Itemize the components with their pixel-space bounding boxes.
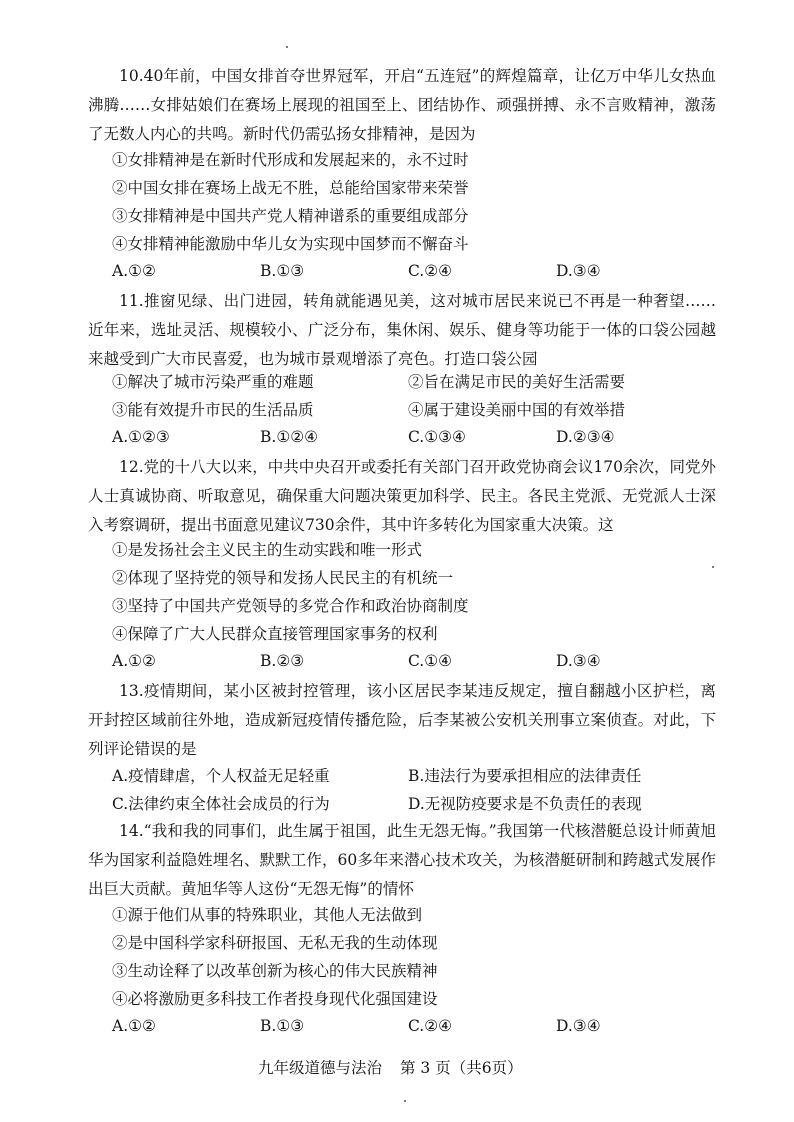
question-11-statement-1: ①解决了城市污染严重的难题 [112,373,314,391]
question-12-statement-4: ④保障了广大人民群众直接管理国家事务的权利 [112,625,438,643]
footer-page-number: 第 3 页（共6页） [400,1059,523,1077]
question-11-choices [112,428,672,448]
page-footer [0,1056,794,1078]
choice-d: D.③④ [556,652,601,670]
question-11-statement-2: ②旨在满足市民的美好生活需要 [408,373,626,391]
question-11-statement-4: ④属于建设美丽中国的有效举措 [408,401,626,419]
choice-b: B.②③ [260,652,305,670]
question-14-statement-4: ④必将激励更多科技工作者投身现代化强国建设 [112,990,438,1008]
question-10-statement-3: ③女排精神是中国共产党人精神谱系的重要组成部分 [112,207,469,225]
choice-c: C.①④ [408,652,453,670]
question-11-stem: 11.推窗见绿、出门进园，转角就能遇见美，这对城市居民来说已不再是一种奢望……近年来，选址灵活、规模较小、广泛分布，集休闲、娱乐、健身等功能于一体的口袋公园越来越受到广大市民喜爱，也为城市景观增添了亮色。打造口袋公园 [88,292,716,368]
choice-b: B.①③ [260,262,305,280]
choice-b: B.违法行为要承担相应的法律责任 [408,767,642,785]
question-14-statement-2: ②是中国科学家科研报国、无私无我的生动体现 [112,934,438,952]
question-12-stem: 12.党的十八大以来，中共中央召开或委托有关部门召开政党协商会议170余次，同党外人士真诚协商、听取意见，确保重大问题决策更加科学、民主。各民主党派、无党派人士深入考察调研，提出书面意见建议730余件，其中许多转化为国家重大决策。这 [88,458,716,534]
question-12-choices [112,652,672,672]
choice-d: D.②③④ [556,428,615,446]
choice-c: C.①③④ [408,428,466,446]
question-12-statement-3: ③坚持了中国共产党领导的多党合作和政治协商制度 [112,597,469,615]
question-14-statement-3: ③生动诠释了以改革创新为核心的伟大民族精神 [112,962,438,980]
choice-a: A.①② [112,262,156,280]
choice-c: C.②④ [408,262,453,280]
question-10-choices [112,262,672,282]
question-14-stem: 14.“我和我的同事们，此生属于祖国，此生无怨无悔。”我国第一代核潜艇总设计师黄旭华为国家利益隐姓埋名、默默工作，60多年来潜心技术攻关，为核潜艇研制和跨越式发展作出巨大贡献。黄旭华等人这份“无怨无悔”的情怀 [88,822,716,898]
choice-c: C.②④ [408,1017,453,1035]
scan-speck [404,1100,406,1102]
question-11-statement-3: ③能有效提升市民的生活品质 [112,401,314,419]
choice-b: B.①③ [260,1017,305,1035]
question-14-choices [112,1017,672,1037]
choice-d: D.③④ [556,1017,601,1035]
choice-a: A.①②③ [112,428,170,446]
choice-d: D.③④ [556,262,601,280]
scan-speck [286,46,288,48]
scan-speck [712,566,714,568]
choice-a: A.①② [112,652,156,670]
choice-a: A.①② [112,1017,156,1035]
question-10-statement-2: ②中国女排在赛场上战无不胜，总能给国家带来荣誉 [112,179,469,197]
question-12-statement-1: ①是发扬社会主义民主的生动实践和唯一形式 [112,541,423,559]
question-12-statement-2: ②体现了坚持党的领导和发扬人民民主的有机统一 [112,569,454,587]
question-13-choices-row-2 [112,792,672,812]
choice-d: D.无视防疫要求是不负责任的表现 [408,795,642,813]
question-13-choices-row-1 [112,764,672,784]
choice-a: A.疫情肆虐，个人权益无足轻重 [112,767,330,785]
choice-b: B.①②④ [260,428,319,446]
question-10-stem: 10.40年前，中国女排首夺世界冠军，开启“五连冠”的辉煌篇章，让亿万中华儿女热血沸腾……女排姑娘们在赛场上展现的祖国至上、团结协作、顽强拼搏、永不言败精神，激荡了无数人内心的共鸣。新时代仍需弘扬女排精神，是因为 [88,67,716,143]
question-14-statement-1: ①源于他们从事的特殊职业，其他人无法做到 [112,906,423,924]
question-10-statement-4: ④女排精神能激励中华儿女为实现中国梦而不懈奋斗 [112,235,469,253]
question-13-stem: 13.疫情期间，某小区被封控管理，该小区居民李某违反规定，擅自翻越小区护栏，离开封控区域前往外地，造成新冠疫情传播危险，后李某被公安机关刑事立案侦查。对此，下列评论错误的是 [88,682,716,758]
footer-subject: 九年级道德与法治 [258,1059,383,1077]
choice-c: C.法律约束全体社会成员的行为 [112,795,330,813]
question-10-statement-1: ①女排精神是在新时代形成和发展起来的，永不过时 [112,151,469,169]
